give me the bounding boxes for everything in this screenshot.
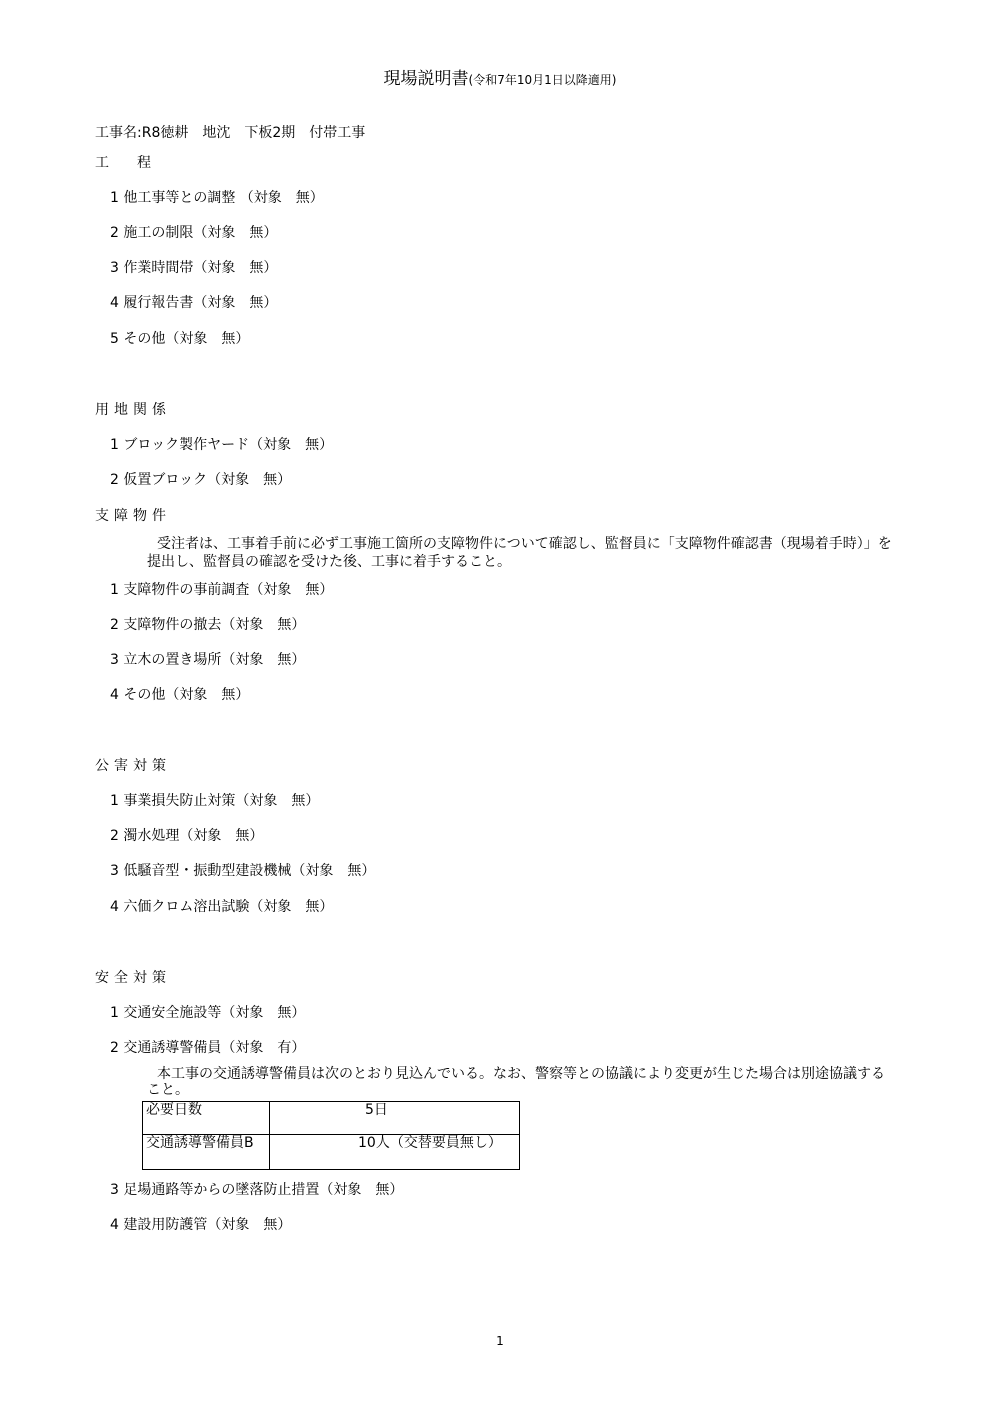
list-item: 3 低騒音型・振動型建設機械（対象 無） — [110, 863, 376, 879]
list-item: 3 立木の置き場所（対象 無） — [110, 652, 306, 668]
table-cell-label: 交通誘導警備員B — [143, 1135, 270, 1170]
section-heading-land: 用地関係 — [95, 402, 171, 418]
list-item: 2 濁水処理（対象 無） — [110, 828, 264, 844]
list-item: 2 支障物件の撤去（対象 無） — [110, 617, 306, 633]
list-item: 2 交通誘導警備員（対象 有） — [110, 1040, 306, 1056]
list-item: 1 ブロック製作ヤード（対象 無） — [110, 437, 334, 453]
title-main: 現場説明書 — [383, 69, 469, 89]
section-heading-safety: 安全対策 — [95, 970, 171, 986]
list-item: 3 作業時間帯（対象 無） — [110, 260, 278, 276]
table-row — [143, 1135, 520, 1170]
traffic-guard-table — [142, 1101, 520, 1170]
project-name: 工事名:R8徳耕 地沈 下板2期 付帯工事 — [95, 125, 366, 141]
document-title — [0, 64, 1000, 89]
list-item: 1 事業損失防止対策（対象 無） — [110, 793, 320, 809]
table-cell-value: 5日 — [270, 1102, 520, 1135]
list-item: 2 仮置ブロック（対象 無） — [110, 472, 292, 488]
list-item: 1 支障物件の事前調査（対象 無） — [110, 582, 334, 598]
list-item: 4 六価クロム溶出試験（対象 無） — [110, 899, 334, 915]
list-item: 3 足場通路等からの墜落防止措置（対象 無） — [110, 1182, 404, 1198]
list-item: 4 履行報告書（対象 無） — [110, 295, 278, 311]
page-number: 1 — [496, 1334, 504, 1348]
list-item: 4 建設用防護管（対象 無） — [110, 1217, 292, 1233]
list-item: 2 施工の制限（対象 無） — [110, 225, 278, 241]
section-heading-obstacles: 支障物件 — [95, 508, 171, 524]
list-item: 5 その他（対象 無） — [110, 331, 250, 347]
list-item: 1 交通安全施設等（対象 無） — [110, 1005, 306, 1021]
obstacles-paragraph: 受注者は、工事着手前に必ず工事施工箇所の支障物件について確認し、監督員に「支障物件確認書（現場着手時）」を提出し、監督員の確認を受けた後、工事に着手すること。 — [147, 536, 892, 570]
table-cell-label: 必要日数 — [143, 1102, 270, 1135]
section-heading-pollution: 公害対策 — [95, 758, 171, 774]
list-item: 4 その他（対象 無） — [110, 687, 250, 703]
title-sub: (令和7年10月1日以降適用) — [468, 73, 617, 87]
list-item: 1 他工事等との調整 （対象 無） — [110, 190, 324, 206]
traffic-guard-paragraph: 本工事の交通誘導警備員は次のとおり見込んでいる。なお、警察等との協議により変更が生じた場合は別途協議すること。 — [147, 1066, 885, 1098]
section-heading-schedule: 工 程 — [95, 155, 151, 171]
table-row — [143, 1102, 520, 1135]
table-cell-value: 10人（交替要員無し） — [270, 1135, 520, 1170]
